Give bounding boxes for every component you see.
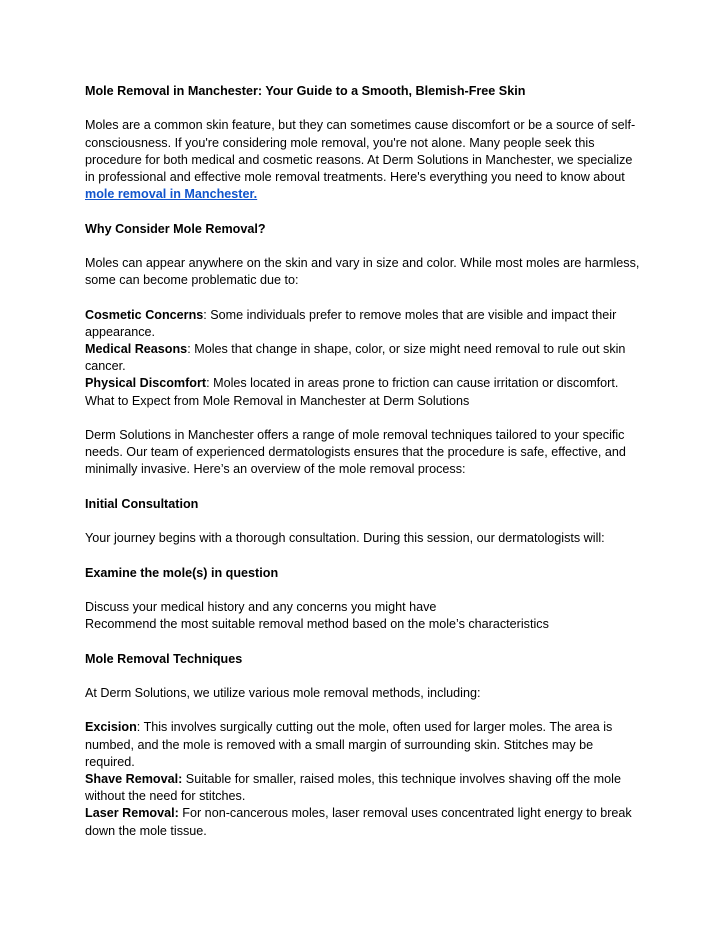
consultation-step: Discuss your medical history and any concerns you might have — [85, 599, 437, 614]
technique-item — [85, 771, 640, 805]
techniques-paragraph: At Derm Solutions, we utilize various mole removal methods, including: — [85, 685, 481, 700]
expect-line: What to Expect from Mole Removal in Manchester at Derm Solutions — [85, 393, 470, 408]
technique-label: Shave Removal: — [85, 771, 183, 786]
technique-text: For non-cancerous moles, laser removal uses concentrated light energy to break down the mole tissue. — [85, 806, 632, 838]
reason-text: : Moles that change in shape, color, or size might need removal to rule out skin cancer. — [85, 341, 626, 374]
spacer — [85, 582, 640, 599]
consultation-step: Recommend the most suitable removal method based on the mole’s characteristics — [85, 617, 549, 632]
spacer — [85, 410, 640, 427]
spacer — [85, 668, 640, 685]
spacer — [85, 547, 640, 564]
why-paragraph: Moles can appear anywhere on the skin and vary in size and color. While most moles are harmless, some can become problematic due to: — [85, 255, 640, 288]
reason-label: Cosmetic Concerns — [85, 307, 204, 322]
why-heading: Why Consider Mole Removal? — [85, 221, 266, 236]
reason-label: Medical Reasons — [85, 341, 188, 356]
consultation-heading: Initial Consultation — [85, 496, 199, 511]
document-title: Mole Removal in Manchester: Your Guide to a Smooth, Blemish-Free Skin — [85, 84, 526, 98]
spacer — [85, 513, 640, 530]
spacer — [85, 289, 640, 306]
reason-label: Physical Discomfort — [85, 376, 207, 391]
techniques-heading: Mole Removal Techniques — [85, 651, 243, 666]
consultation-paragraph: Your journey begins with a thorough consultation. During this session, our dermatologists will: — [85, 531, 605, 546]
technique-text: Suitable for smaller, raised moles, this technique involves shaving off the mole without the need for stitches. — [85, 771, 621, 804]
reason-text: : Some individuals prefer to remove moles that are visible and impact their appearance. — [85, 307, 617, 339]
spacer — [85, 100, 640, 117]
intro-paragraph — [85, 117, 640, 203]
examine-heading: Examine the mole(s) in question — [85, 565, 279, 580]
intro-text: Moles are a common skin feature, but they can sometimes cause discomfort or be a source of self-consciousness. If you're considering mole removal, you're not alone. Many people seek this procedure for both medical and cosmetic reasons. At Derm Solutions in Manchester, we specialize in professional and effective mole removal treatments. Here's everything you need to know about — [85, 118, 636, 184]
spacer — [85, 203, 640, 220]
spacer — [85, 633, 640, 650]
technique-item — [85, 719, 640, 771]
spacer — [85, 238, 640, 255]
technique-label: Excision — [85, 720, 137, 735]
technique-label: Laser Removal: — [85, 806, 179, 821]
mole-removal-link[interactable]: mole removal in Manchester. — [85, 187, 258, 202]
reason-item — [85, 375, 640, 392]
expect-paragraph: Derm Solutions in Manchester offers a range of mole removal techniques tailored to your specific needs. Our team of experienced dermatologists ensures that the procedure is safe, effective, and minimally invasive. Here’s an overview of the mole removal process: — [85, 427, 626, 477]
technique-text: : This involves surgically cutting out the mole, often used for larger moles. The area is numbed, and the mole is removed with a small margin of surrounding skin. Stitches may be required. — [85, 720, 613, 769]
technique-item — [85, 805, 640, 839]
spacer — [85, 702, 640, 719]
spacer — [85, 479, 640, 496]
reason-item — [85, 341, 640, 375]
reason-text: : Moles located in areas prone to friction can cause irritation or discomfort. — [206, 376, 619, 391]
reason-item — [85, 307, 640, 341]
